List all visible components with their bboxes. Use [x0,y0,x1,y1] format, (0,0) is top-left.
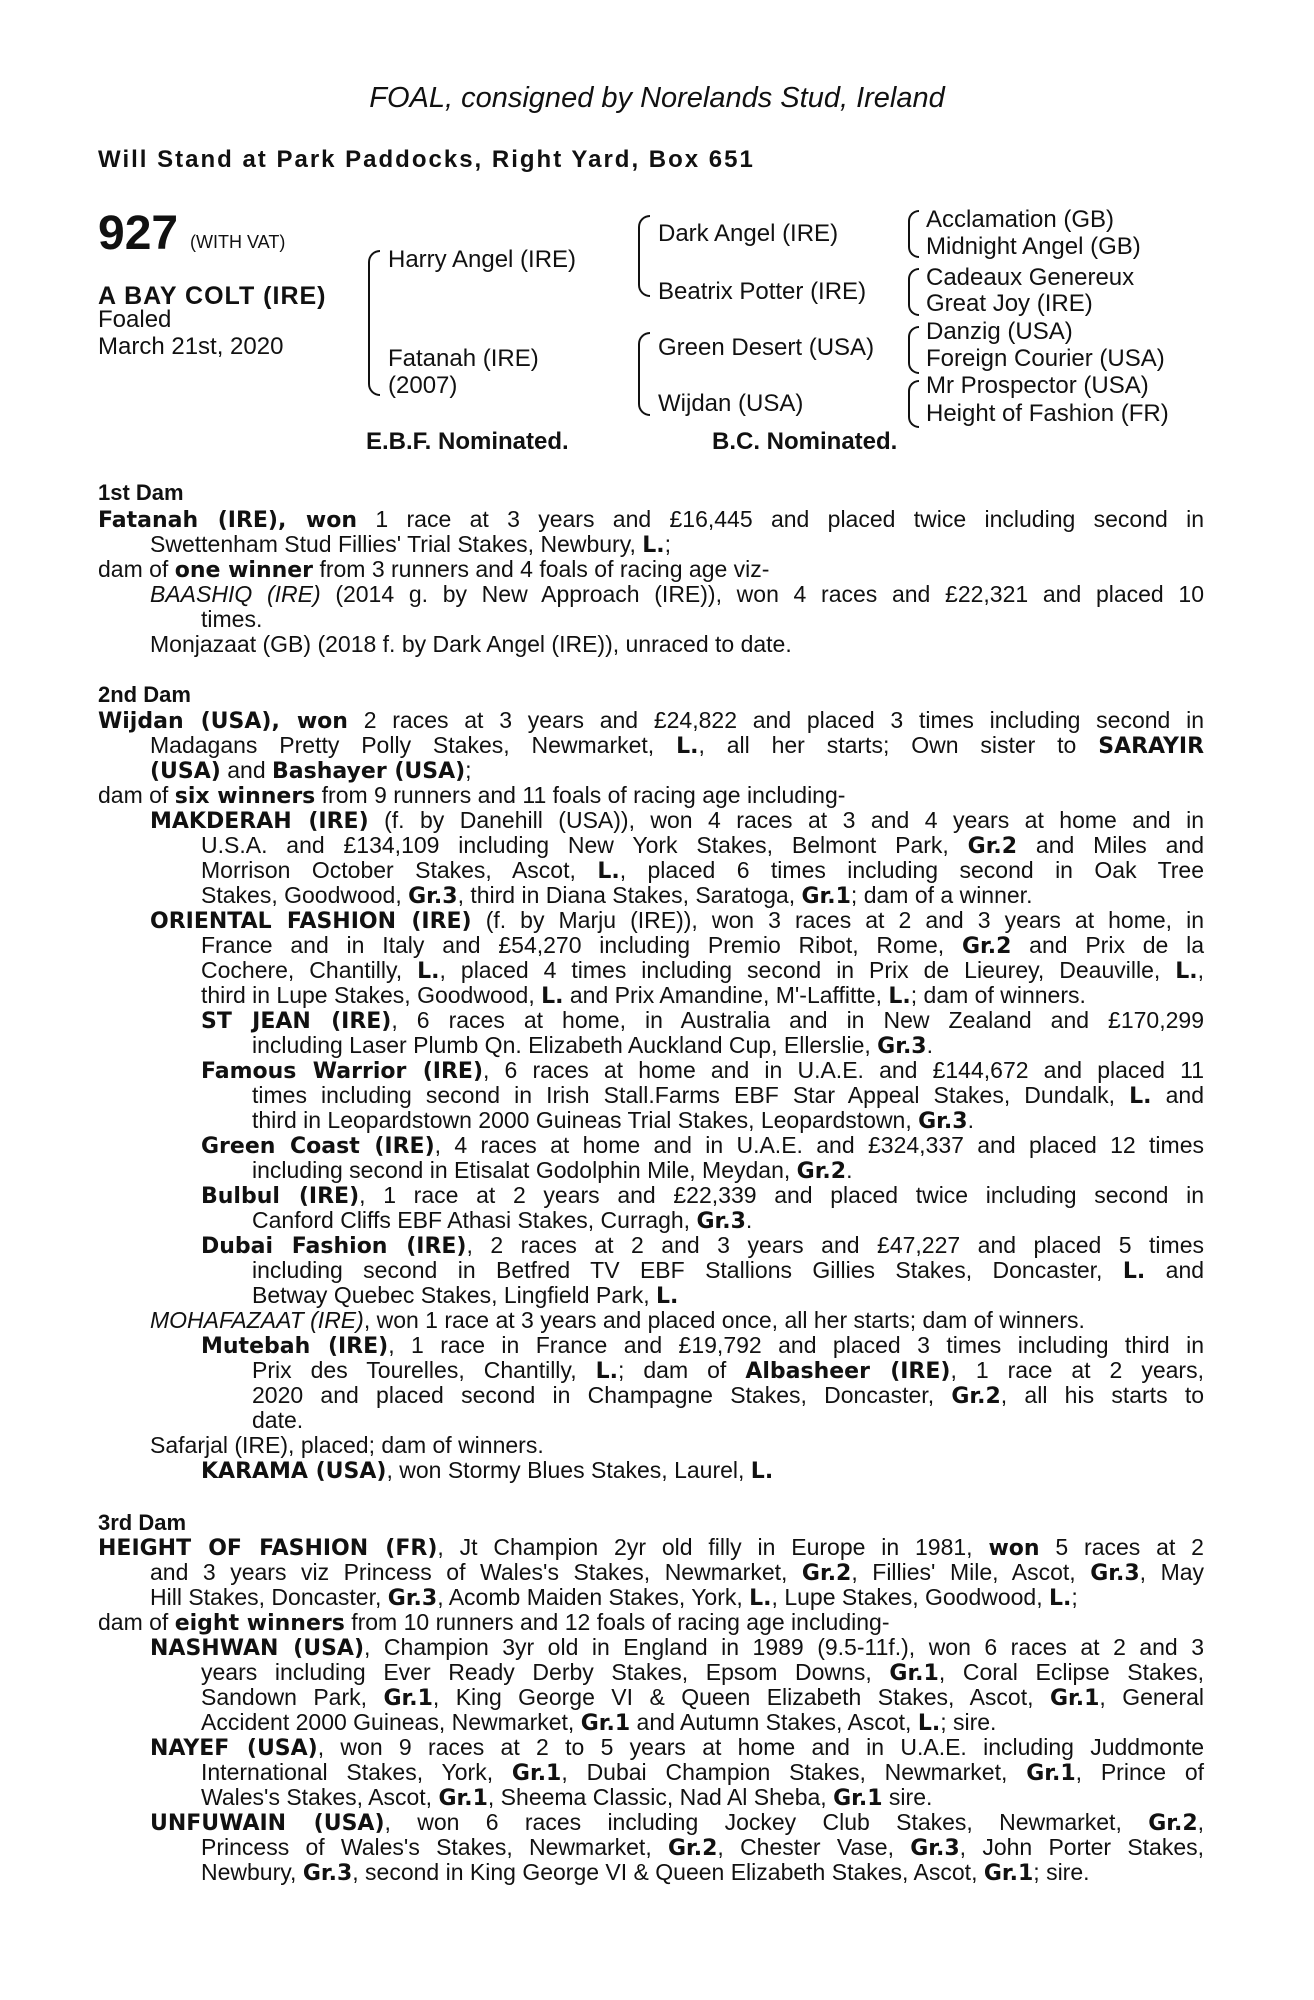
produce-line: Prix des Tourelles, Chantilly, L.; dam of Albasheer (IRE), 1 race at 2 years, [252,1357,1204,1384]
foaled-label: Foaled [98,306,172,333]
dam-line: HEIGHT OF FASHION (FR), Jt Champion 2yr old filly in Europe in 1981, won 5 races at 2 [98,1534,1204,1561]
bc-nominated: B.C. Nominated. [712,428,898,455]
produce-line: including second in Etisalat Godolphin Mile, Meydan, Gr.2. [252,1157,853,1184]
pedigree-ss-sire: Acclamation (GB) [926,206,1115,233]
produce-line: Princess of Wales's Stakes, Newmarket, Gr.2, Chester Vase, Gr.3, John Porter Stakes, [201,1834,1205,1861]
produce-line: ST JEAN (IRE), 6 races at home, in Australia and in New Zealand and £170,299 [201,1007,1204,1034]
pedigree-ss-dam: Midnight Angel (GB) [926,233,1141,260]
dam-line: dam of one winner from 3 runners and 4 foals of racing age viz- [98,556,770,583]
produce-line: Betway Quebec Stakes, Lingfield Park, L. [252,1282,679,1309]
dam-line: Madagans Pretty Polly Stakes, Newmarket, L., all her starts; Own sister to SARAYIR [150,732,1205,759]
produce-line: NAYEF (USA), won 9 races at 2 to 5 years at home and in U.A.E. including Juddmonte [150,1734,1204,1761]
produce-line: third in Leopardstown 2000 Guineas Trial Stakes, Leopardstown, Gr.3. [252,1107,974,1134]
produce-line: times including second in Irish Stall.Farms EBF Star Appeal Stakes, Dundalk, L. and [252,1082,1204,1109]
produce-line: UNFUWAIN (USA), won 6 races including Jockey Club Stakes, Newmarket, Gr.2, [150,1809,1205,1836]
dam-line: Wijdan (USA), won 2 races at 3 years and £24,822 and placed 3 times including second in [98,707,1204,734]
pedigree-sire-dam: Beatrix Potter (IRE) [658,278,867,305]
pedigree-dd-dam: Height of Fashion (FR) [926,400,1169,427]
pedigree-sd-dam: Great Joy (IRE) [926,290,1093,317]
produce-line: Accident 2000 Guineas, Newmarket, Gr.1 and Autumn Stakes, Ascot, L.; sire. [201,1709,997,1736]
produce-line: including second in Betfred TV EBF Stallions Gillies Stakes, Doncaster, L. and [252,1257,1205,1284]
produce-line: Stakes, Goodwood, Gr.3, third in Diana Stakes, Saratoga, Gr.1; dam of a winner. [201,882,1033,909]
produce-line: Canford Cliffs EBF Athasi Stakes, Curragh, Gr.3. [252,1207,753,1234]
pedigree-brace [908,268,919,316]
pedigree-dd-sire: Mr Prospector (USA) [926,372,1149,399]
produce-line: date. [252,1407,304,1433]
produce-line: Safarjal (IRE), placed; dam of winners. [150,1432,544,1458]
dam-line: Hill Stakes, Doncaster, Gr.3, Acomb Maiden Stakes, York, L., Lupe Stakes, Goodwood, L.; [150,1584,1078,1611]
produce-line: France and in Italy and £54,270 including Premio Ribot, Rome, Gr.2 and Prix de la [201,932,1205,959]
produce-line: Dubai Fashion (IRE), 2 races at 2 and 3 years and £47,227 and placed 5 times [201,1232,1204,1259]
pedigree-brace [638,215,650,297]
produce-line: U.S.A. and £134,109 including New York Stakes, Belmont Park, Gr.2 and Miles and [201,832,1205,859]
dam-line: (USA) and Bashayer (USA); [150,757,472,784]
produce-line: Cochere, Chantilly, L., placed 4 times including second in Prix de Lieurey, Deauville, L., [201,957,1205,984]
dam-line: and 3 years viz Princess of Wales's Stakes, Newmarket, Gr.2, Fillies' Mile, Ascot, Gr.3, May [150,1559,1205,1586]
pedigree-ds-dam: Foreign Courier (USA) [926,345,1165,372]
dam-line: Fatanah (IRE), won 1 race at 3 years and £16,445 and placed twice including second in [98,506,1205,533]
produce-line: Green Coast (IRE), 4 races at home and in U.A.E. and £324,337 and placed 12 times [201,1132,1204,1159]
pedigree-sd-sire: Cadeaux Genereux [926,264,1135,291]
pedigree-dam-dam: Wijdan (USA) [658,390,804,417]
produce-line: Famous Warrior (IRE), 6 races at home and in U.A.E. and £144,672 and placed 11 [201,1057,1204,1084]
pedigree-brace [908,380,919,428]
produce-line: years including Ever Ready Derby Stakes, Epsom Downs, Gr.1, Coral Eclipse Stakes, [201,1659,1204,1686]
section-heading: 3rd Dam [98,1510,187,1535]
section-heading: 2nd Dam [98,682,191,707]
produce-line: Newbury, Gr.3, second in King George VI & Queen Elizabeth Stakes, Ascot, Gr.1; sire. [201,1859,1090,1886]
produce-line: MOHAFAZAAT (IRE), won 1 race at 3 years and placed once, all her starts; dam of winners. [150,1307,1085,1333]
produce-line: Monjazaat (GB) (2018 f. by Dark Angel (IRE)), unraced to date. [150,631,792,657]
produce-line: ORIENTAL FASHION (IRE) (f. by Marju (IRE)), won 3 races at 2 and 3 years at home, in [150,907,1205,934]
produce-line: 2020 and placed second in Champagne Stakes, Doncaster, Gr.2, all his starts to [252,1382,1204,1409]
pedigree-brace [368,250,380,396]
pedigree-sire: Harry Angel (IRE) [388,246,577,273]
pedigree-dam-year: (2007) [388,372,458,399]
produce-line: BAASHIQ (IRE) (2014 g. by New Approach (IRE)), won 4 races and £22,321 and placed 10 [150,581,1204,607]
produce-line: Morrison October Stakes, Ascot, L., placed 6 times including second in Oak Tree [201,857,1205,884]
stand-location: Will Stand at Park Paddocks, Right Yard, Box 651 [98,146,755,173]
produce-line: KARAMA (USA), won Stormy Blues Stakes, Laurel, L. [201,1457,774,1484]
produce-line: including Laser Plumb Qn. Elizabeth Auckland Cup, Ellerslie, Gr.3. [252,1032,933,1059]
ebf-nominated: E.B.F. Nominated. [366,428,569,455]
produce-line: MAKDERAH (IRE) (f. by Danehill (USA)), won 4 races at 3 and 4 years at home and in [150,807,1205,834]
produce-line: Bulbul (IRE), 1 race at 2 years and £22,339 and placed twice including second in [201,1182,1204,1209]
pedigree-brace [638,332,650,416]
lot-vat: (WITH VAT) [190,232,286,252]
produce-line: third in Lupe Stakes, Goodwood, L. and Prix Amandine, M'-Laffitte, L.; dam of winners. [201,982,1086,1009]
dam-line: Swettenham Stud Fillies' Trial Stakes, Newbury, L.; [150,531,672,558]
dam-line: dam of eight winners from 10 runners and 12 foals of racing age including- [98,1609,890,1636]
lot-description: A BAY COLT (IRE) [98,282,327,310]
page-title: FOAL, consigned by Norelands Stud, Ireland [369,82,945,114]
produce-line: NASHWAN (USA), Champion 3yr old in England in 1989 (9.5-11f.), won 6 races at 2 and 3 [150,1634,1205,1661]
pedigree-brace [908,326,919,374]
pedigree-dam: Fatanah (IRE) [388,345,539,372]
pedigree-dam-sire: Green Desert (USA) [658,334,875,361]
dam-line: dam of six winners from 9 runners and 11 foals of racing age including- [98,782,846,809]
foaled-date: March 21st, 2020 [98,333,284,360]
pedigree-brace [908,210,919,258]
produce-line: Wales's Stakes, Ascot, Gr.1, Sheema Classic, Nad Al Sheba, Gr.1 sire. [201,1784,933,1811]
produce-line: International Stakes, York, Gr.1, Dubai Champion Stakes, Newmarket, Gr.1, Prince of [201,1759,1205,1786]
produce-line: Mutebah (IRE), 1 race in France and £19,792 and placed 3 times including third in [201,1332,1204,1359]
pedigree-sire-sire: Dark Angel (IRE) [658,220,839,247]
lot-number: 927 [98,207,179,260]
pedigree-ds-sire: Danzig (USA) [926,318,1073,345]
produce-line: Sandown Park, Gr.1, King George VI & Queen Elizabeth Stakes, Ascot, Gr.1, General [201,1684,1205,1711]
produce-line: times. [201,606,263,632]
section-heading: 1st Dam [98,480,184,505]
